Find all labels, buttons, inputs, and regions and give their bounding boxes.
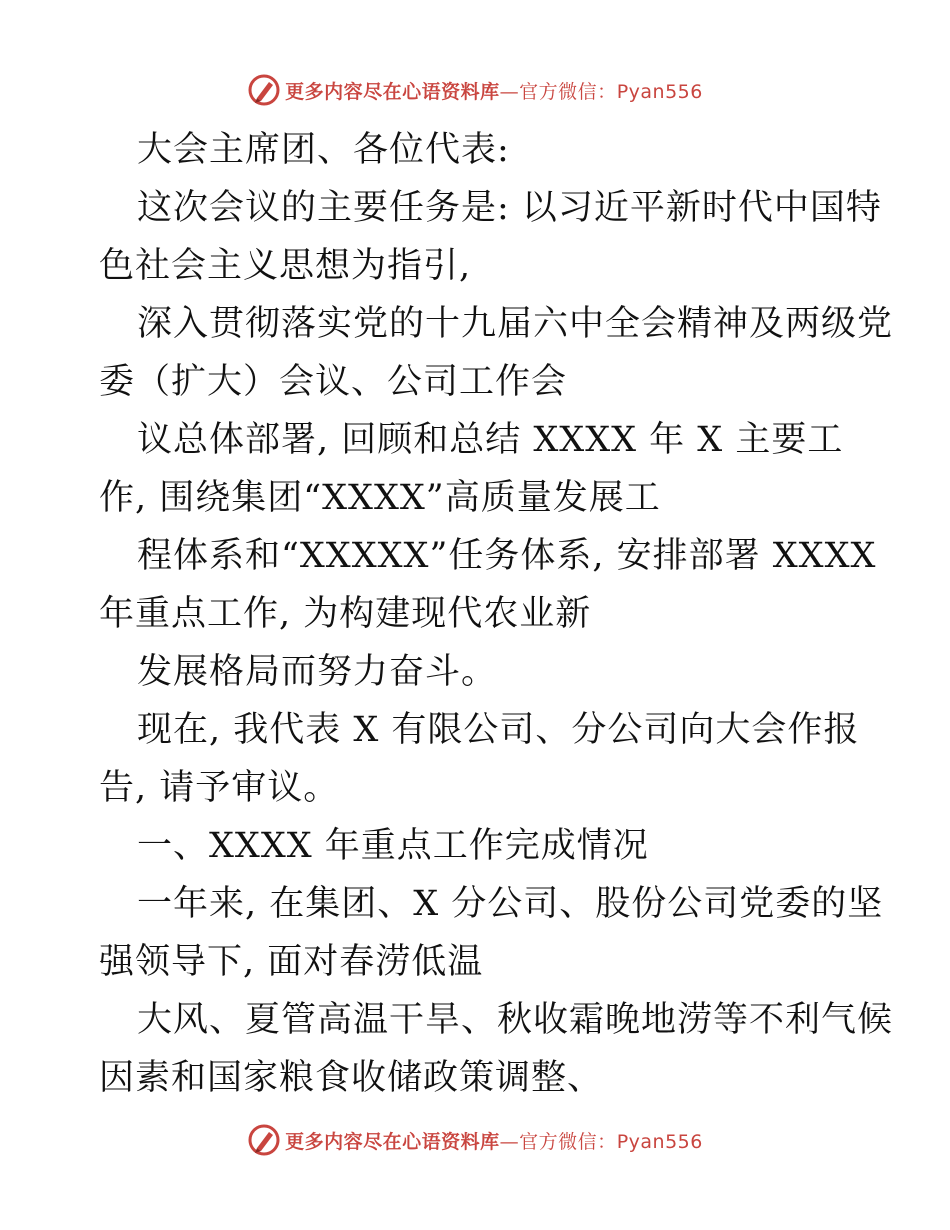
text-line: 告, 请予审议。 — [99, 768, 340, 808]
text-line: 强领导下, 面对春涝低温 — [99, 942, 484, 982]
text-line: 作, 围绕集团“XXXX”高质量发展工 — [99, 478, 661, 518]
text-line: 大风、夏管高温干旱、秋收霜晚地涝等不利气候 — [137, 1000, 894, 1040]
text-line: 发展格局而努力奋斗。 — [137, 652, 498, 692]
text-line: 议总体部署, 回顾和总结 XXXX 年 X 主要工 — [137, 420, 844, 460]
text-line: 大会主席团、各位代表: — [137, 130, 510, 170]
text-line: 现在, 我代表 X 有限公司、分公司向大会作报 — [137, 710, 860, 750]
section-heading: 一、XXXX 年重点工作完成情况 — [137, 826, 649, 866]
text-line: 深入贯彻落实党的十九届六中全会精神及两级党 — [137, 304, 894, 344]
watermark-official-label: 官方微信： — [519, 1130, 617, 1153]
watermark-official-label: 官方微信： — [519, 80, 617, 103]
header-watermark — [0, 70, 950, 110]
text-line: 色社会主义思想为指引, — [99, 246, 472, 286]
text-line: 委（扩大）会议、公司工作会 — [99, 362, 568, 402]
watermark-dash: — — [499, 80, 520, 103]
watermark-library-name: 更多内容尽在心语资料库 — [285, 80, 500, 103]
watermark-wechat-id: Pyan556 — [616, 80, 703, 103]
text-line: 一年来, 在集团、X 分公司、股份公司党委的坚 — [137, 884, 884, 924]
text-line: 这次会议的主要任务是: 以习近平新时代中国特 — [137, 188, 882, 228]
pen-logo-icon — [247, 1123, 281, 1157]
watermark-library-name: 更多内容尽在心语资料库 — [285, 1130, 500, 1153]
watermark-dash: — — [499, 1130, 520, 1153]
watermark-text — [285, 1127, 703, 1154]
watermark-text — [285, 77, 703, 104]
pen-logo-icon — [247, 73, 281, 107]
watermark-wechat-id: Pyan556 — [616, 1130, 703, 1153]
text-line: 因素和国家粮食收储政策调整、 — [99, 1058, 604, 1098]
text-line: 程体系和“XXXXX”任务体系, 安排部署 XXXX — [137, 536, 877, 576]
text-line: 年重点工作, 为构建现代农业新 — [99, 594, 592, 634]
footer-watermark — [0, 1120, 950, 1160]
